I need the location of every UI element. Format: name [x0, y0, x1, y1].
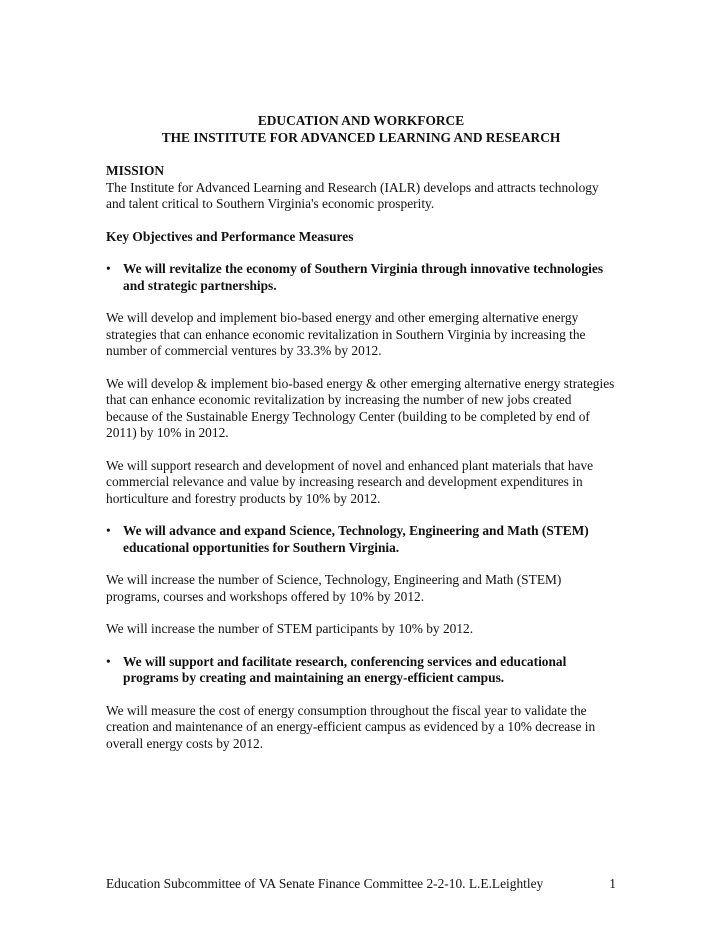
page-number: 1	[609, 876, 616, 891]
objective-bullet	[106, 261, 616, 294]
mission-text: The Institute for Advanced Learning and Research (IALR) develops and attracts technology and talent critical to Southern Virginia's economic prosperity.	[106, 179, 599, 211]
bullet-icon: •	[106, 523, 111, 538]
title-line-1: EDUCATION AND WORKFORCE	[257, 113, 465, 128]
objective-title: We will revitalize the economy of Southern Virginia through innovative technologies and strategic partnerships.	[123, 261, 604, 293]
footer-text: Education Subcommittee of VA Senate Finance Committee 2-2-10. L.E.Leightley	[106, 876, 544, 891]
objective-bullet	[106, 654, 616, 687]
document-page	[106, 0, 616, 932]
performance-measure: We will develop & implement bio-based energy & other emerging alternative energy strategies that can enhance economic revitalization by increasing the number of new jobs created because of the Sustainable Energy Technology Center (building to be completed by end of 2011) by 10% in 2012.	[106, 375, 615, 440]
performance-measure: We will increase the number of STEM participants by 10% by 2012.	[106, 621, 474, 636]
bullet-icon: •	[106, 261, 111, 276]
bullet-icon: •	[106, 653, 111, 669]
performance-measure: We will increase the number of Science, Technology, Engineering and Math (STEM) programs, courses and workshops offered by 10% by 2012.	[106, 572, 562, 604]
title-line-2: THE INSTITUTE FOR ADVANCED LEARNING AND RESEARCH	[161, 129, 561, 145]
document-body	[106, 163, 616, 752]
objective-title: We will support and facilitate research, conferencing services and educational programs by creating and maintaining an energy-efficient campus.	[123, 653, 567, 685]
performance-measure: We will support research and development of novel and enhanced plant materials that have commercial relevance and value by increasing research and development expenditures in horticulture and forestry products by 10% by 2012.	[106, 457, 594, 506]
performance-measure: We will measure the cost of energy consumption throughout the fiscal year to validate the creation and maintenance of an energy-efficient campus as evidenced by a 10% decrease in overall energy costs by 2012.	[106, 702, 596, 751]
performance-measure: We will develop and implement bio-based energy and other emerging alternative energy strategies that can enhance economic revitalization in Southern Virginia by increasing the number of commercial ventures by 33.3% by 2012.	[106, 310, 586, 358]
mission-heading: MISSION	[106, 163, 165, 178]
objective-bullet	[106, 523, 616, 556]
objective-title: We will advance and expand Science, Technology, Engineering and Math (STEM) educational opportunities for Southern Virginia.	[123, 523, 589, 555]
objectives-heading: Key Objectives and Performance Measures	[106, 228, 354, 244]
document-title	[106, 113, 616, 146]
